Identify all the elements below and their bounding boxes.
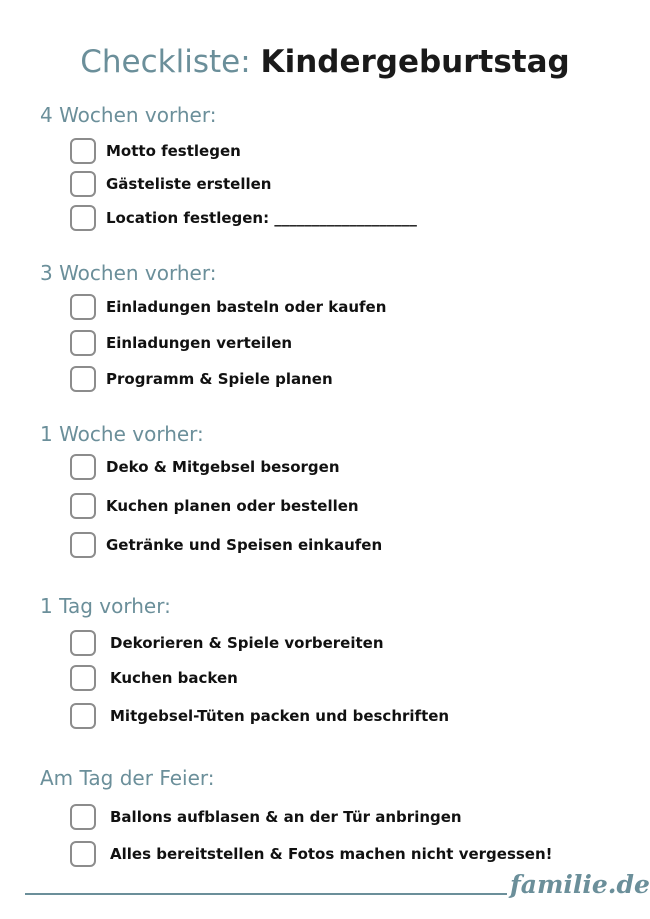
item-label: Gästeliste erstellen: [106, 175, 272, 193]
item-label: Motto festlegen: [106, 142, 241, 160]
checkbox[interactable]: [70, 454, 96, 480]
checkbox[interactable]: [70, 532, 96, 558]
footer-divider: [25, 893, 507, 895]
checkbox[interactable]: [70, 665, 96, 691]
item-label: Einladungen verteilen: [106, 334, 293, 352]
checkbox[interactable]: [70, 205, 96, 231]
item-label: Einladungen basteln oder kaufen: [106, 298, 387, 316]
brand-logo: familie.de: [510, 870, 650, 899]
checkbox[interactable]: [70, 493, 96, 519]
item-label: Deko & Mitgebsel besorgen: [106, 458, 340, 476]
checkbox[interactable]: [70, 804, 96, 830]
checkbox[interactable]: [70, 294, 96, 320]
checkbox[interactable]: [70, 703, 96, 729]
section-heading-1-tag: 1 Tag vorher:: [40, 594, 171, 618]
title-prefix: Checkliste:: [80, 44, 251, 80]
page-title: [0, 42, 650, 82]
item-label: Alles bereitstellen & Fotos machen nicht vergessen!: [110, 845, 553, 863]
item-label: Mitgebsel-Tüten packen und beschriften: [110, 707, 450, 725]
checkbox[interactable]: [70, 841, 96, 867]
item-label: Kuchen backen: [110, 669, 238, 687]
checkbox[interactable]: [70, 330, 96, 356]
section-heading-am-tag: Am Tag der Feier:: [40, 766, 215, 790]
item-label: Dekorieren & Spiele vorbereiten: [110, 634, 384, 652]
checkbox[interactable]: [70, 630, 96, 656]
item-label: Kuchen planen oder bestellen: [106, 497, 359, 515]
section-heading-3-wochen: 3 Wochen vorher:: [40, 261, 217, 285]
checkbox[interactable]: [70, 366, 96, 392]
title-main: Kindergeburtstag: [260, 44, 570, 80]
section-heading-1-woche: 1 Woche vorher:: [40, 422, 204, 446]
item-label: Programm & Spiele planen: [106, 370, 333, 388]
item-label: Getränke und Speisen einkaufen: [106, 536, 383, 554]
checkbox[interactable]: [70, 138, 96, 164]
checkbox[interactable]: [70, 171, 96, 197]
section-heading-4-wochen: 4 Wochen vorher:: [40, 103, 217, 127]
item-label: Location festlegen: ___________________: [106, 209, 417, 227]
item-label: Ballons aufblasen & an der Tür anbringen: [110, 808, 462, 826]
